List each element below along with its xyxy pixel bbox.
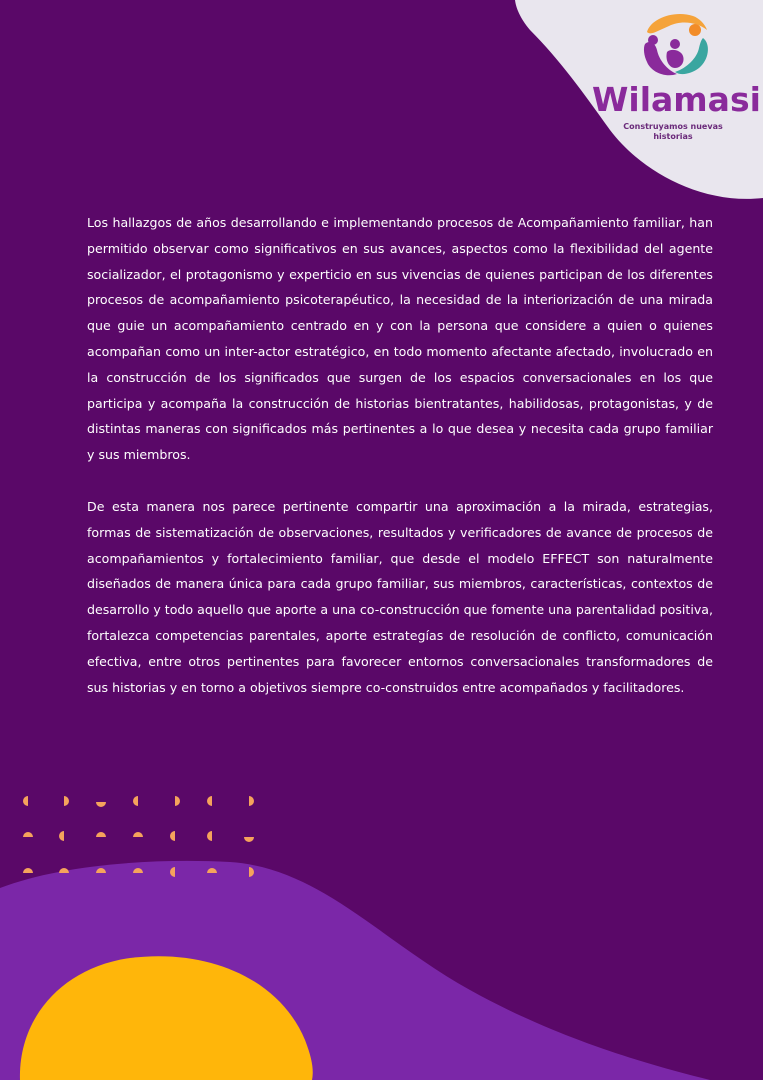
body-text <box>87 210 713 726</box>
brand-name: Wilamasi <box>592 80 761 119</box>
decorative-dots <box>18 790 268 890</box>
paragraph-1: Los hallazgos de años desarrollando e implementando procesos de Acompañamiento familiar, han permitido observar como significativos en sus avances, aspectos como la flexibilidad del agente socializador, el protagonismo y experticio en sus vivencias de quienes participan de los diferentes procesos de acompañamiento psicoterapéutico, la necesidad de la interiorización de una mirada que guie un acompañamiento centrado en y con la persona que considere a quien o quienes acompañan como un inter-actor estratégico, en todo momento afectante afectado, involucrado en la construcción de los significados que surgen de los espacios conversacionales en los que participa y acompaña la construcción de historias bientratantes, habilidosas, protagonistas, y de distintas maneras con significados más pertinentes a lo que desea y necesita cada grupo familiar y sus miembros. <box>87 215 713 463</box>
family-figures-icon <box>641 10 713 82</box>
paragraph-2: De esta manera nos parece pertinente compartir una aproximación a la mirada, estrategias, formas de sistematización de observaciones, resultados y verificadores de avance de procesos de acompañamientos y fortalecimiento familiar, que desde el modelo EFFECT son naturalmente diseñados de manera única para cada grupo familiar, sus miembros, características, contextos de desarrollo y todo aquello que aporte a una co-construcción que fomente una parentalidad positiva, fortalezca competencias parentales, aporte estrategías de resolución de conflicto, comunicación efectiva, entre otros pertinentes para favorecer entornos conversacionales transformadores de sus historias y en torno a objetivos siempre co-construidos entre acompañados y facilitadores. <box>87 498 713 695</box>
brand-tagline: Construyamos nuevas historias <box>623 122 723 141</box>
brand-logo <box>588 10 761 141</box>
